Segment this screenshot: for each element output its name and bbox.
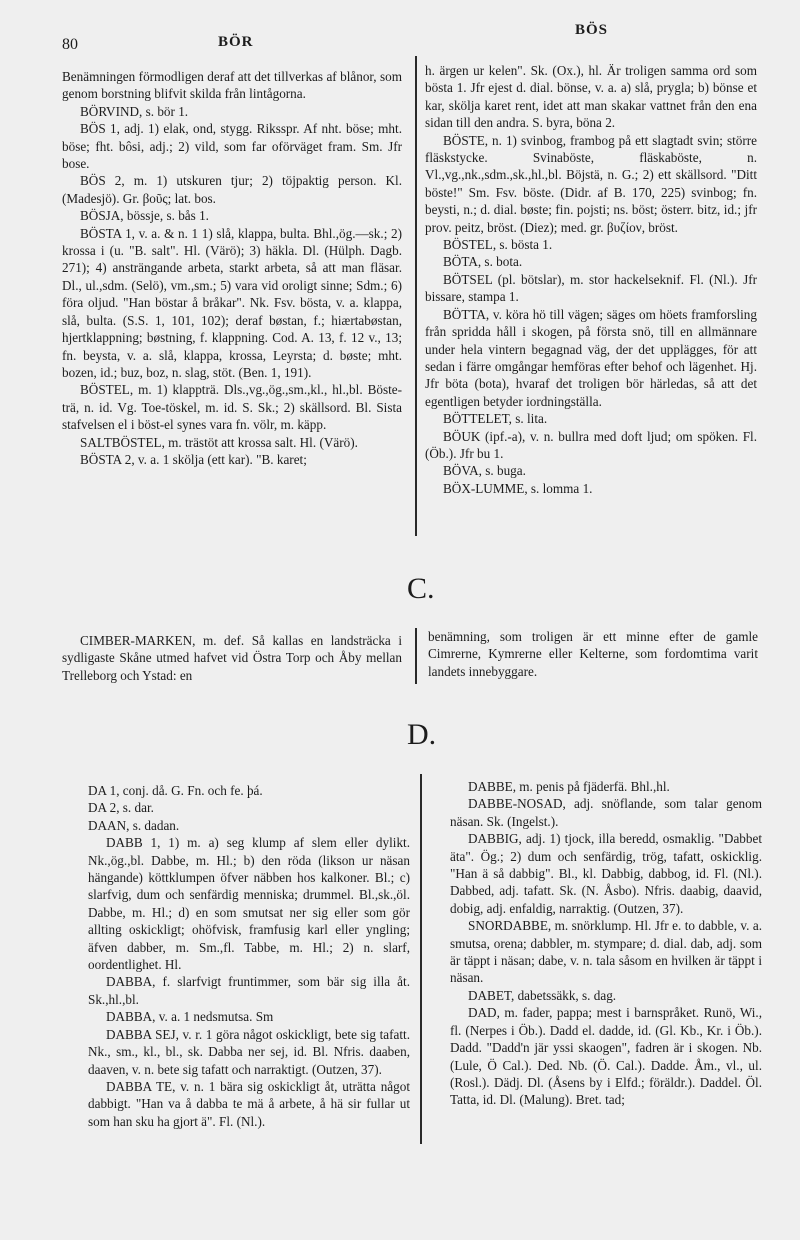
entry: SNORDABBE, m. snörklump. Hl. Jfr e. to dabble, v. a. smutsa, orena; dabbler, m. stympare; d. dial. dab, adj. som är täppt i näsan; dabe, v. n. tala såsom en hvilken är täppt i näsan. <box>450 918 762 986</box>
entry: BÖSTA 2, v. a. 1 skölja (ett kar). "B. karet; <box>80 451 307 467</box>
entry: BÖRVIND, s. bör 1. <box>80 103 189 119</box>
entry: DABBA, v. a. 1 nedsmutsa. Sm <box>106 1009 274 1025</box>
column-rule-d <box>420 774 422 1144</box>
entry: BÖTTELET, s. lita. <box>443 411 548 427</box>
c-right-column <box>428 628 758 680</box>
entry: DABBA TE, v. n. 1 bära sig oskickligt åt, uträtta något dabbigt. "Han va å dabba te mä å arbete, å hä sir fullar ut som han sku ha gjort ä". Fl. (Nl.). <box>88 1078 410 1129</box>
entry: DA 2, s. dar. <box>88 800 154 816</box>
entry: BÖS 2, m. 1) utskuren tjur; 2) töjpaktig person. Kl. (Madesjö). Gr. βοῦς; lat. bos. <box>62 173 402 206</box>
entry: SALTBÖSTEL, m. trästöt att krossa salt. Hl. (Värö). <box>80 434 358 450</box>
entry: DABBA SEJ, v. r. 1 göra något oskickligt, bete sig tafatt. Nk., sm., kl., bl., sk. Dabba ner sej, id. Bl. Nfris. daaben, daaven, v. n. bete sig tafatt och narraktigt. (Outzen, 37). <box>88 1026 410 1077</box>
entry: benämning, som troligen är ett minne efter de gamle Cimrerne, Kymrerne eller Kelterne, som fordomtima varit landets innebyggare. <box>428 629 758 679</box>
top-right-column <box>425 62 757 497</box>
page-number: 80 <box>62 36 78 53</box>
column-rule-c <box>415 628 417 684</box>
entry: BÖTA, s. bota. <box>443 254 523 270</box>
entry: BÖS 1, adj. 1) elak, ond, stygg. Riksspr. Af nht. böse; mht. böse; fht. bôsi, adj.; 2) vild, som far oförväget fram. Sm. Jfr bose. <box>62 121 402 172</box>
entry: BÖX-LUMME, s. lomma 1. <box>443 480 593 496</box>
entry: DABB 1, 1) m. a) seg klump af slem eller dylikt. Nk.,ög.,bl. Dabbe, m. Hl.; b) den röda (likson ur näsan hängande) köttklumpen öfver näbben hos kalkoner. Bl.; c) slarfvig, dum och senfärdig menniska; drummel. Bl.,sk.,öl. Dabbe, m. Hl.; d) en som smutsat ner sig eller som gör allting oskickligt; ohöfvisk, framfusig karl eller yngling; äfven dabber, m. Sm.,fl. Tabbe, m. Hl.; 2) n. slarf, oordentlighet. Hl. <box>88 835 410 973</box>
entry: DA 1, conj. då. G. Fn. och fe. þá. <box>88 783 263 798</box>
entry: BÖTTA, v. köra hö till vägen; säges om höets framforsling från spridda håll i skogen, på första snö, till en allmännare under hela vintern begagnad väg, der det upplägges, för att sedan i färre omgångar hemföras efter behof och lägenhet. Hj. Jfr böta (bota), hvaraf det troligen bör härledas, så att det egentligen betyder iordningställa. <box>425 306 757 409</box>
entry: DABET, dabetssäkk, s. dag. <box>468 987 617 1003</box>
entry: BÖSTEL, m. 1) klappträ. Dls.,vg.,ög.,sm.,kl., hl.,bl. Böste-trä, n. id. Vg. Toe-töskel, m. id. S. Sk.; 2) skällsord. Bl. Sista stafvelsen el i böst-el synes vara fn. völr, m. käpp. <box>62 382 402 433</box>
d-right-column <box>450 778 762 1109</box>
d-left-column <box>88 782 410 1130</box>
entry: DABBE-NOSAD, adj. snöflande, som talar genom näsan. Sk. (Ingelst.). <box>450 796 762 829</box>
entry: CIMBER-MARKEN, m. def. Så kallas en landsträcka i sydligaste Skåne utmed hafvet vid Östra Torp och Åby mellan Trelleborg och Ystad: en <box>62 633 402 683</box>
entry: BÖTSEL (pl. bötslar), m. stor hackelseknif. Fl. (Nl.). Jfr bissare, stampa 1. <box>425 271 757 305</box>
column-rule-top <box>415 56 417 536</box>
top-left-column <box>62 68 402 468</box>
entry: Benämningen förmodligen deraf att det tillverkas af blånor, som genom borstning blifvit skilda från lintågorna. <box>62 69 402 102</box>
entry: BÖSTEL, s. bösta 1. <box>443 237 553 253</box>
entry: BÖSTA 1, v. a. & n. 1 1) slå, klappa, bulta. Bhl.,ög.—sk.; 2) krossa i (u. "B. salt". Hl. (Värö); 3) häkla. Dl. (Hülph. Dagb. 271); 4) ansträngande arbeta, starkt arbeta, så att man fläsar. Dl., ul.,sdm. (Selö), vm.,sm.; 5) vara vid oroligt sinne; Sdm.; 6) föra oljud. "Han böstar å bråkar". Nk. Fsv. bösta, v. a. klappa, slå, bulta. (S.S. 1, 101, 102); deraf bøstan, f.; hiærtabøstan, hjertklappning; bøstning, f. klappning. Cod. A. 13, f. 12 v., 13; fn. beysta, v. a. slå, klappa, krossa, Leyrsta; d. bøste; mht. bozen, id.; buz, boz, n. slag, stöt. (Ben. 1, 191). <box>62 225 402 380</box>
entry: BÖSJA, bössje, s. bås 1. <box>80 208 209 224</box>
entry: DABBA, f. slarfvigt fruntimmer, som bär sig illa åt. Sk.,hl.,bl. <box>88 974 410 1007</box>
entry: DABBE, m. penis på fjäderfä. Bhl.,hl. <box>468 779 670 794</box>
entry: BÖUK (ipf.-a), v. n. bullra med doft ljud; om spöken. Fl. (Öb.). Jfr bu 1. <box>425 428 757 461</box>
entry: DAD, m. fader, pappa; mest i barnspråket. Runö, Wi., fl. (Nerpes i Öb.). Dadd el. dadde, id. (Gl. Kb., Kr. i Öb.). Dadd. "Dadd'n jär yssi skaogen", fadren är i skogen. Nb. (Lule, Ö Cal.). Ded. Nb. (Ö. Cal.). Dadde. Åm., vl., ul. (Rosl.). Dädj. Dl. (Åsens by i Elfd.; föräldr.). Daddel. Öl. Tatta, id. Dl. (Malung). Bret. tad; <box>450 1005 762 1108</box>
entry: BÖSTE, n. 1) svinbog, frambog på ett slagtadt svin; större fläskstycke. Svinaböste, fläskaböste, n. Vl.,vg.,nk.,sdm.,sk.,hl.,bl. Böjstä, n. G.; 2) ett skällsord. "Ditt böste!" Sm. Fsv. böste. (Didr. af B. 170, 225) svinbog; fn. beysti, n.; d. dial. bøste; fin. pojsti; ns. böst; österr. bitz, id.; jfr prov. peitz, bröst. (Diez); med. gr. βυζίον, bröst. <box>425 132 757 235</box>
entry: DAAN, s. dadan. <box>88 817 180 833</box>
entry: h. ärgen ur kelen". Sk. (Ox.), hl. Är troligen samma ord som bösta 1. Jfr ejest d. dial. bönse, v. a. a) slå, prygla; b) bönse et kar, skölja karet rent, idet att man skakar vattnet från den ena sidan till den andra. S. byra, böna 2. <box>425 63 757 131</box>
entry: BÖVA, s. buga. <box>443 463 526 479</box>
section-heading-d: D. <box>407 718 437 751</box>
entry: DABBIG, adj. 1) tjock, illa beredd, osmaklig. "Dabbet äta". Ög.; 2) dum och senfärdig, trög, tafatt, oskicklig. "Han ä så dabbig". Bl., kl. Dabbig, dabbog, id. Fl. (Nl.). Dabbed, adj. tafatt. Sk. (N. Åsbo). Nfris. daabig, daavid, dobig, adj. enfaldig, narraktig. (Outzen, 37). <box>450 831 762 916</box>
section-heading-c: C. <box>407 572 435 605</box>
running-head-right: BÖS <box>575 22 609 38</box>
running-head-left: BÖR <box>218 34 254 50</box>
c-left-column <box>62 632 402 684</box>
